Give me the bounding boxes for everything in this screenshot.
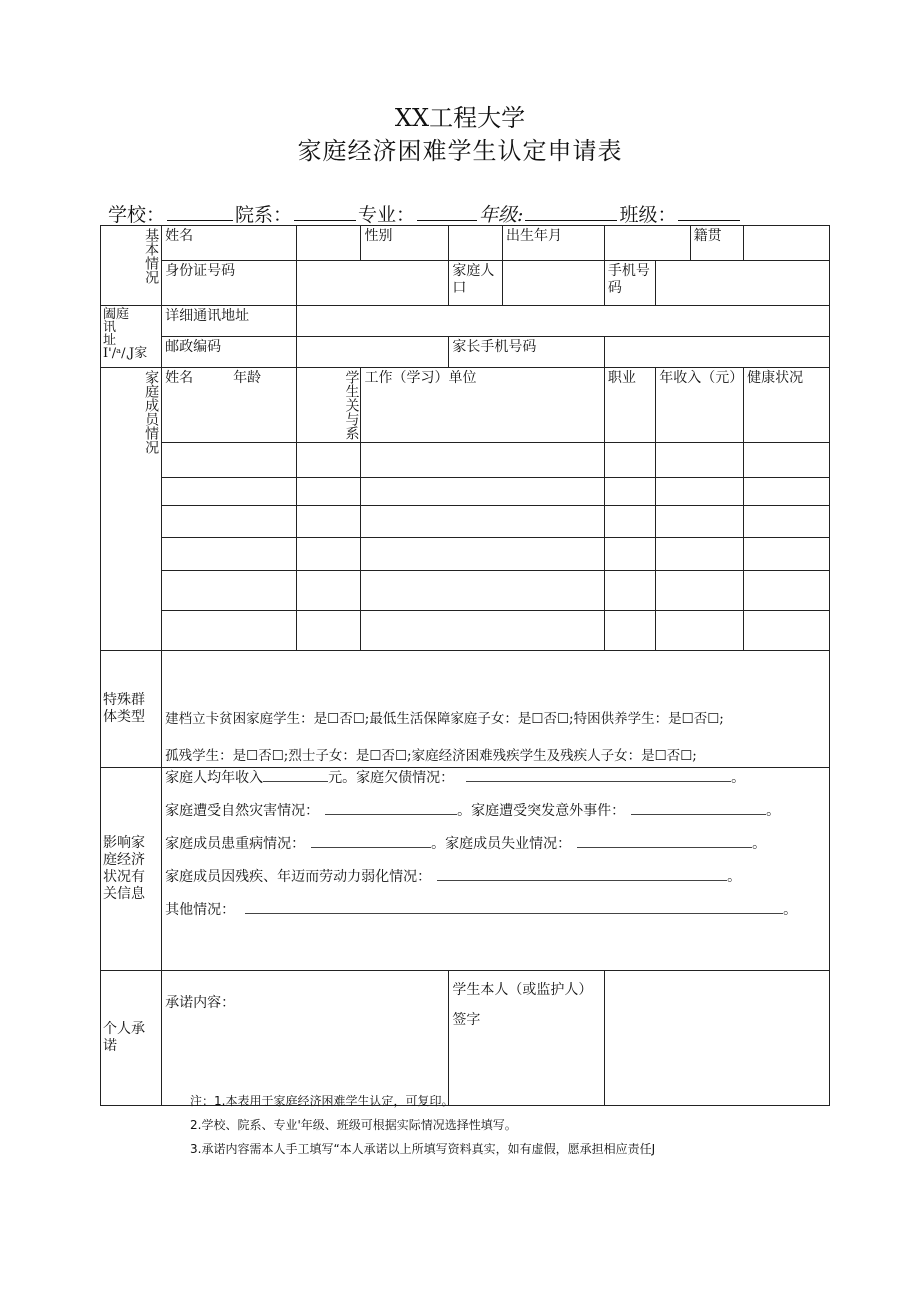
- detail-address-label: 详细通讯地址: [162, 306, 297, 337]
- disability-blank[interactable]: [437, 868, 727, 881]
- illness-label: 家庭成员患重病情况：: [165, 836, 306, 852]
- period: 。: [783, 902, 798, 918]
- class-label: 班级：: [619, 204, 677, 226]
- period: 。: [766, 803, 781, 819]
- family-col-health: 健康状况: [744, 368, 830, 443]
- gender-label: 性别: [361, 226, 449, 261]
- parent-mobile-field[interactable]: [604, 337, 829, 368]
- household-size-label: 家庭人口: [449, 261, 503, 306]
- economic-info-fields: [162, 768, 830, 971]
- pledge-label: 个人承诺: [101, 971, 162, 1106]
- postcode-label: 邮政编码: [162, 337, 297, 368]
- family-col-work: 工作（学习）单位: [361, 368, 604, 443]
- name-label: 姓名: [162, 226, 297, 261]
- accident-label: 。家庭遭受突发意外事件：: [457, 803, 626, 819]
- unemployment-label: 。家庭成员失业情况：: [431, 836, 572, 852]
- id-number-label: 身份证号码: [162, 261, 297, 306]
- debt-blank[interactable]: [466, 769, 731, 782]
- note-1: 注：1.本表用于家庭经济困难学生认定，可复印。: [190, 1094, 454, 1108]
- pledge-content-label: 承诺内容：: [165, 995, 236, 1011]
- gender-field[interactable]: [449, 226, 503, 261]
- grade-blank[interactable]: [525, 204, 617, 221]
- family-row[interactable]: [101, 571, 830, 611]
- household-size-field[interactable]: [502, 261, 604, 306]
- department-blank[interactable]: [294, 204, 356, 221]
- period: 。: [752, 836, 767, 852]
- signature-field[interactable]: [604, 971, 829, 1106]
- university-title: XX工程大学: [394, 104, 526, 132]
- department-label: 院系：: [235, 204, 293, 226]
- id-number-field[interactable]: [297, 261, 449, 306]
- family-row[interactable]: [101, 478, 830, 506]
- special-group-label: 特殊群体类型: [101, 651, 162, 768]
- economic-info-label: 影响家庭经济状况有关信息: [101, 768, 162, 971]
- birth-field[interactable]: [604, 226, 690, 261]
- origin-field[interactable]: [744, 226, 830, 261]
- note-2: 2.学校、院系、专业'年级、班级可根据实际情况选择性填写。: [190, 1118, 517, 1132]
- other-label: 其他情况：: [165, 902, 236, 918]
- school-label: 学校：: [108, 204, 166, 226]
- header-fields: [108, 200, 742, 227]
- birth-label: 出生年月: [502, 226, 604, 261]
- family-row[interactable]: [101, 443, 830, 478]
- grade-label: 年级:: [479, 204, 524, 226]
- disaster-blank[interactable]: [325, 802, 457, 815]
- form-title: 家庭经济困难学生认定申请表: [297, 137, 623, 165]
- application-form-table: [100, 225, 830, 1106]
- family-col-job: 职业: [604, 368, 655, 443]
- disability-label: 家庭成员因残疾、年迈而劳动力弱化情况：: [165, 869, 432, 885]
- postcode-field[interactable]: [297, 337, 449, 368]
- form-notes: [190, 1089, 655, 1161]
- debt-label: 元。家庭欠债情况：: [328, 770, 455, 786]
- family-row[interactable]: [101, 538, 830, 571]
- signature-label: 学生本人（或监护人）签字: [449, 971, 604, 1106]
- address-section-label: 阖庭 讯 址 I'/ᵃ/ˌJ家: [101, 306, 162, 368]
- school-blank[interactable]: [167, 204, 233, 221]
- major-label: 专业：: [358, 204, 416, 226]
- income-blank[interactable]: [263, 769, 328, 782]
- detail-address-field[interactable]: [297, 306, 830, 337]
- family-col-name: 姓名: [165, 370, 194, 386]
- period: 。: [731, 770, 746, 786]
- period: 。: [727, 869, 742, 885]
- family-col-relation: 学生关与系: [297, 368, 361, 443]
- family-row[interactable]: [101, 506, 830, 538]
- family-section-label: 家庭成员情况: [101, 368, 162, 651]
- class-blank[interactable]: [678, 204, 740, 221]
- family-col-age: 年龄: [233, 370, 262, 386]
- special-group-line2[interactable]: 孤残学生：是☐否☐;烈士子女：是☐否☐;家庭经济困难残疾学生及残疾人子女：是☐否☐;: [165, 748, 697, 764]
- name-field[interactable]: [297, 226, 361, 261]
- mobile-label: 手机号码: [604, 261, 655, 306]
- family-col-income: 年收入（元）: [656, 368, 744, 443]
- special-group-options[interactable]: [162, 651, 830, 768]
- parent-mobile-label: 家长手机号码: [449, 337, 604, 368]
- note-3: 3.承诺内容需本人手工填写“本人承诺以上所填写资料真实，如有虚假，愿承担相应责任J: [190, 1142, 656, 1156]
- major-blank[interactable]: [417, 204, 477, 221]
- unemployment-blank[interactable]: [577, 835, 752, 848]
- mobile-field[interactable]: [656, 261, 830, 306]
- pledge-content[interactable]: [162, 971, 449, 1106]
- income-label: 家庭人均年收入: [165, 770, 264, 786]
- special-group-line1[interactable]: 建档立卡贫困家庭学生：是☐否☐;最低生活保障家庭子女：是☐否☐;特困供养学生：是☐否☐;: [165, 711, 724, 727]
- disaster-label: 家庭遭受自然灾害情况：: [165, 803, 320, 819]
- illness-blank[interactable]: [311, 835, 431, 848]
- family-row[interactable]: [101, 611, 830, 651]
- basic-section-label: 基本情况: [101, 226, 162, 306]
- other-blank[interactable]: [245, 901, 783, 914]
- accident-blank[interactable]: [631, 802, 766, 815]
- origin-label: 籍贯: [690, 226, 744, 261]
- family-name-age-header: [162, 368, 297, 443]
